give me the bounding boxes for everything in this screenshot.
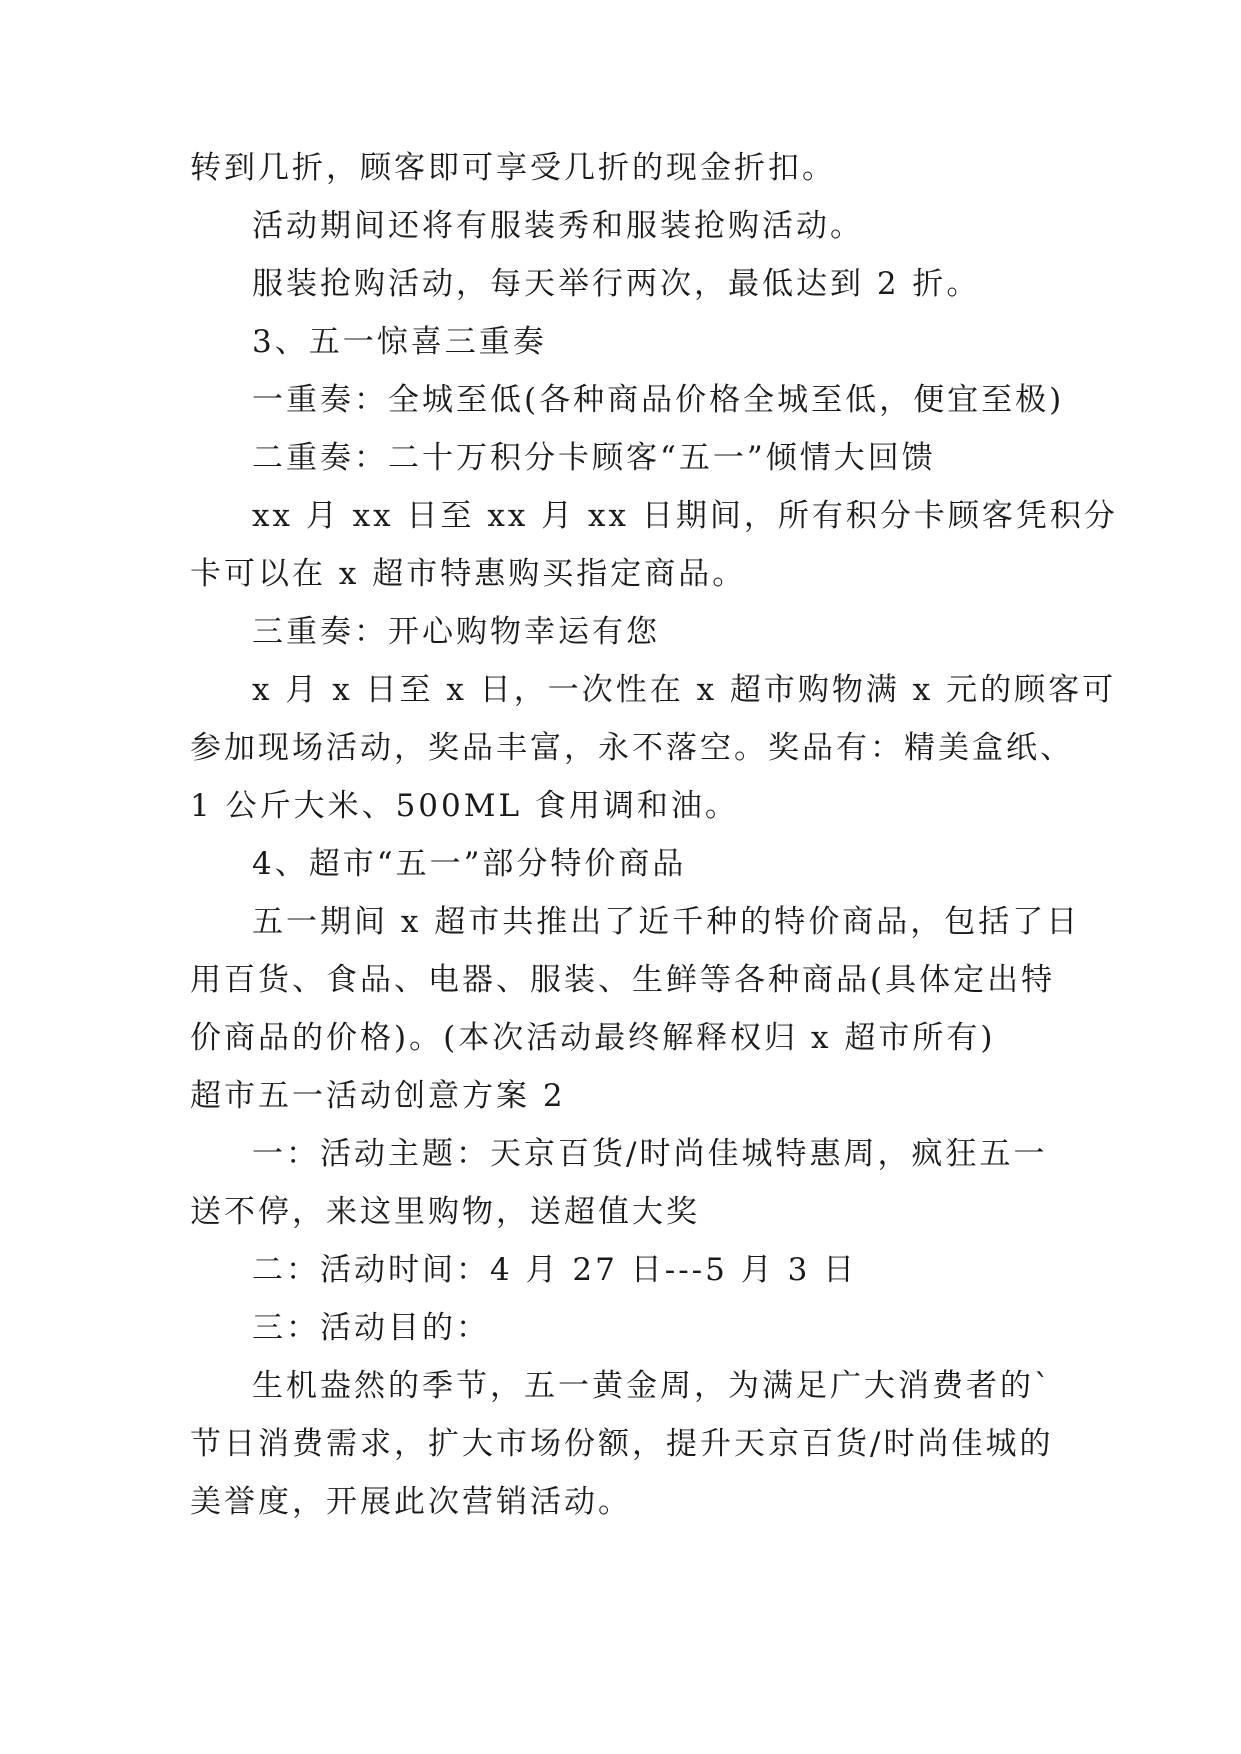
text-line: 生机盎然的季节，五一黄金周，为满足广大消费者的` [252, 1368, 1053, 1404]
text-line: 转到几折，顾客即可享受几折的现金折扣。 [190, 150, 836, 186]
text-line: xx 月 xx 日至 xx 月 xx 日期间，所有积分卡顾客凭积分 [252, 498, 1118, 534]
text-line: 卡可以在 x 超市特惠购买指定商品。 [190, 556, 747, 592]
text-line: 用百货、食品、电器、服装、生鲜等各种商品(具体定出特 [190, 962, 1056, 998]
text-line: 一重奏：全城至低(各种商品价格全城至低，便宜至极) [252, 382, 1065, 418]
text-line: 节日消费需求，扩大市场份额，提升天京百货/时尚佳城的 [190, 1426, 1054, 1462]
text-line: 二重奏：二十万积分卡顾客“五一”倾情大回馈 [252, 440, 936, 476]
text-line: 二：活动时间：4 月 27 日---5 月 3 日 [252, 1252, 858, 1288]
text-line: 活动期间还将有服装秀和服装抢购活动。 [252, 208, 864, 244]
section-heading: 3、五一惊喜三重奏 [252, 324, 547, 360]
text-line: 五一期间 x 超市共推出了近千种的特价商品，包括了日 [252, 904, 1081, 940]
text-line: 一：活动主题：天京百货/时尚佳城特惠周，疯狂五一 [252, 1136, 1048, 1172]
text-line: 参加现场活动，奖品丰富，永不落空。奖品有：精美盒纸、 [190, 730, 1074, 766]
text-line: 三：活动目的： [252, 1310, 490, 1346]
text-line: x 月 x 日至 x 日，一次性在 x 超市购物满 x 元的顾客可 [252, 672, 1117, 708]
section-heading: 4、超市“五一”部分特价商品 [252, 846, 687, 882]
text-line: 价商品的价格)。(本次活动最终解释权归 x 超市所有) [190, 1020, 996, 1056]
text-line: 美誉度，开展此次营销活动。 [190, 1484, 632, 1520]
text-line: 送不停，来这里购物，送超值大奖 [190, 1194, 700, 1230]
text-line: 1 公斤大米、500ML 食用调和油。 [190, 788, 739, 824]
text-line: 三重奏：开心购物幸运有您 [252, 614, 660, 650]
document-subtitle: 超市五一活动创意方案 2 [190, 1078, 566, 1114]
text-line: 服装抢购活动，每天举行两次，最低达到 2 折。 [252, 266, 981, 302]
